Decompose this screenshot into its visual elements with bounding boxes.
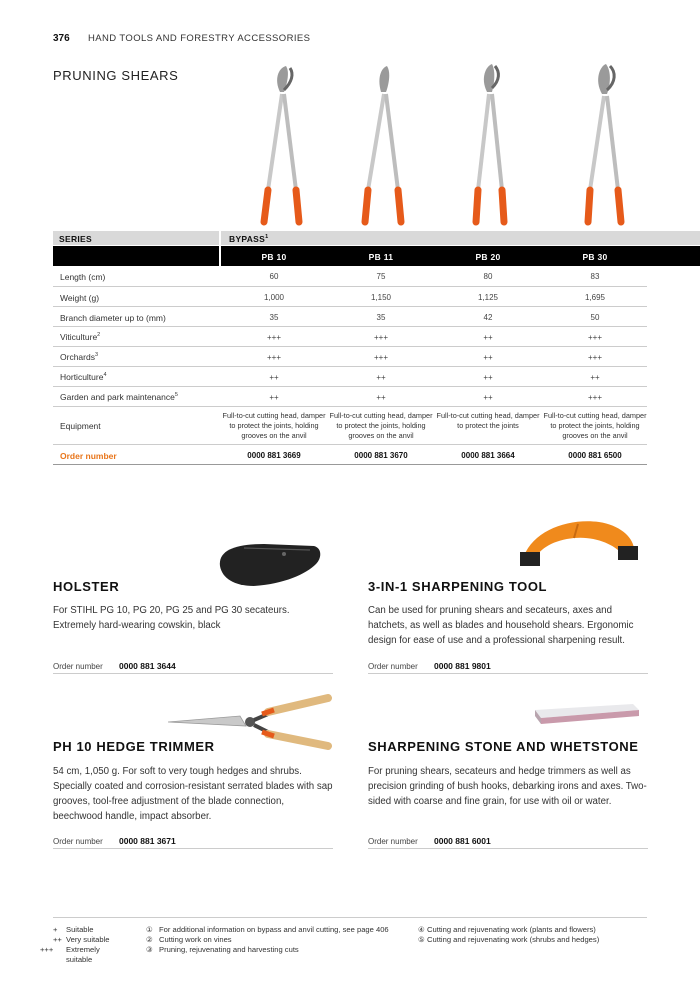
table-cell: 1,150 xyxy=(370,293,392,302)
hedge-trimmer-description: 54 cm, 1,050 g. For soft to very tough hedges and shrubs. Specially coated and corrosion-resistant serrated blades with sap grooves, tool-free adjustment of the blade connection, beechwood handle, impact absorber. xyxy=(53,766,333,822)
table-row xyxy=(53,347,647,367)
table-cell: ++ xyxy=(483,333,493,342)
row-label: Weight (g) xyxy=(60,293,100,303)
holster-order xyxy=(53,660,333,674)
table-cell: 1,125 xyxy=(477,293,499,302)
table-cell: +++ xyxy=(587,333,602,342)
equipment-cell: Full-to-cut cutting head, damper to protect the joints, holding grooves on the anvil xyxy=(222,411,326,440)
row-label: Equipment xyxy=(60,421,101,431)
table-cell: 1,000 xyxy=(263,293,285,302)
table-cell: ++ xyxy=(376,373,386,382)
models-header-row xyxy=(53,246,700,266)
order-number: 0000 881 9801 xyxy=(434,661,491,671)
table-row xyxy=(53,307,647,327)
table-row xyxy=(53,327,647,347)
table-row xyxy=(53,367,647,387)
footnote-marker: 4 xyxy=(103,372,107,379)
order-number-label: Order number xyxy=(60,451,117,461)
table-cell: 83 xyxy=(590,272,600,281)
table-cell: +++ xyxy=(266,353,281,362)
row-label: Viticulture$^2$ xyxy=(60,332,101,342)
footnotes-right xyxy=(418,925,648,945)
order-number: 0000 881 6001 xyxy=(434,836,491,846)
model-header: PB 10 xyxy=(261,252,287,262)
holster-image xyxy=(214,540,324,588)
model-header: PB 30 xyxy=(582,252,608,262)
sharpening-tool-image xyxy=(514,516,644,570)
holster-description: For STIHL PG 10, PG 20, PG 25 and PG 30 secateurs. Extremely hard-wearing cowskin, black xyxy=(53,605,290,631)
table-row xyxy=(53,266,647,287)
table-cell: ++ xyxy=(376,393,386,402)
footnote-marker: 1 xyxy=(265,234,269,241)
footnote: ① For additional information on bypass and anvil cutting, see page 406 xyxy=(146,925,389,934)
table-cell: +++ xyxy=(587,353,602,362)
rating-legend xyxy=(40,925,143,965)
whetstone-title: SHARPENING STONE AND WHETSTONE xyxy=(368,739,639,754)
pb10-shears-image xyxy=(254,62,314,227)
section-title: PRUNING SHEARS xyxy=(53,68,179,83)
pb11-shears-image xyxy=(355,62,415,227)
order-number-row xyxy=(53,445,647,465)
table-cell: +++ xyxy=(373,333,388,342)
table-cell: 75 xyxy=(376,272,386,281)
order-number-label: Order number xyxy=(53,837,103,846)
row-label: Branch diameter up to (mm) xyxy=(60,313,166,323)
row-label: Length (cm) xyxy=(60,272,106,282)
footnote: ③ Pruning, rejuvenating and harvesting cuts xyxy=(146,945,299,954)
model-header: PB 11 xyxy=(368,252,394,262)
table-header xyxy=(53,231,700,245)
footnotes-left xyxy=(146,925,416,955)
table-cell: 1,695 xyxy=(584,293,606,302)
row-label: Horticulture$^4$ xyxy=(60,372,107,382)
sharpening-tool-description: Can be used for pruning shears and secateurs, axes and hatchets, as well as blades and household shears. Ergonomic design for ease of use and a professional sharpening result. xyxy=(368,605,634,646)
order-number: 0000 881 3669 xyxy=(247,451,301,460)
table-cell: ++ xyxy=(483,393,493,402)
order-number: 0000 881 3670 xyxy=(354,451,408,460)
bypass-header: BYPASS$^1$ xyxy=(221,231,700,245)
footnote: ⑤ Cutting and rejuvenating work (shrubs and hedges) xyxy=(418,935,600,944)
sharpening-tool-title: 3-IN-1 SHARPENING TOOL xyxy=(368,579,548,594)
footnote: ② Cutting work on vines xyxy=(146,935,232,944)
table-cell: 60 xyxy=(269,272,279,281)
order-number-label: Order number xyxy=(53,662,103,671)
table-cell: +++ xyxy=(266,333,281,342)
holster-title: HOLSTER xyxy=(53,579,120,594)
table-row xyxy=(53,387,647,407)
footnote-marker: 3 xyxy=(94,352,99,359)
table-cell: ++ xyxy=(483,373,493,382)
pb30-shears-image xyxy=(576,62,636,227)
table-row xyxy=(53,287,647,307)
whetstone-image xyxy=(533,702,641,726)
table-cell: +++ xyxy=(587,393,602,402)
row-label: Orchards$^3$ xyxy=(60,352,99,362)
model-header: PB 20 xyxy=(475,252,501,262)
footnote: ④ Cutting and rejuvenating work (plants and flowers) xyxy=(418,925,596,934)
equipment-cell: Full-to-cut cutting head, damper to protect the joints, holding grooves on the anvil xyxy=(329,411,433,440)
chapter-title: HAND TOOLS AND FORESTRY ACCESSORIES xyxy=(88,33,311,44)
sharpening-tool-order xyxy=(368,660,648,674)
table-cell: ++ xyxy=(269,393,279,402)
equipment-cell: Full-to-cut cutting head, damper to protect the joints, holding grooves on the anvil xyxy=(543,411,647,440)
table-cell: ++ xyxy=(590,373,600,382)
order-number-label: Order number xyxy=(368,662,418,671)
equipment-row xyxy=(53,407,647,445)
table-cell: 35 xyxy=(269,313,279,322)
table-cell: 80 xyxy=(483,272,493,281)
hedge-trimmer-title: PH 10 HEDGE TRIMMER xyxy=(53,739,215,754)
legend-item: + Suitable xyxy=(53,925,94,934)
order-number: 0000 881 3644 xyxy=(119,661,176,671)
page-number: 376 xyxy=(53,33,70,44)
order-number: 0000 881 3671 xyxy=(119,836,176,846)
series-header: SERIES xyxy=(53,231,219,245)
table-cell: 42 xyxy=(483,313,493,322)
table-cell: 50 xyxy=(590,313,600,322)
equipment-cell: Full-to-cut cutting head, damper to protect the joints xyxy=(436,411,540,430)
footnote-marker: 2 xyxy=(97,332,101,339)
row-label: Garden and park maintenance$^5$ xyxy=(60,392,178,402)
table-cell: ++ xyxy=(483,353,493,362)
order-number-label: Order number xyxy=(368,837,418,846)
footer-divider xyxy=(53,917,647,918)
legend-item: ++ Very suitable xyxy=(53,935,110,944)
pb20-shears-image xyxy=(462,62,522,227)
order-number: 0000 881 6500 xyxy=(568,451,622,460)
whetstone-order xyxy=(368,835,648,849)
order-number: 0000 881 3664 xyxy=(461,451,515,460)
table-cell: +++ xyxy=(373,353,388,362)
hedge-trimmer-order xyxy=(53,835,333,849)
whetstone-description: For pruning shears, secateurs and hedge trimmers as well as precision grinding of bush hooks, debarking irons and axes. Two-sided with coarse and fine grain, for use with oil or water. xyxy=(368,766,647,807)
table-cell: ++ xyxy=(269,373,279,382)
legend-item: +++ Extremely suitable xyxy=(40,945,100,964)
table-cell: 35 xyxy=(376,313,386,322)
footnote-marker: 5 xyxy=(174,392,178,399)
